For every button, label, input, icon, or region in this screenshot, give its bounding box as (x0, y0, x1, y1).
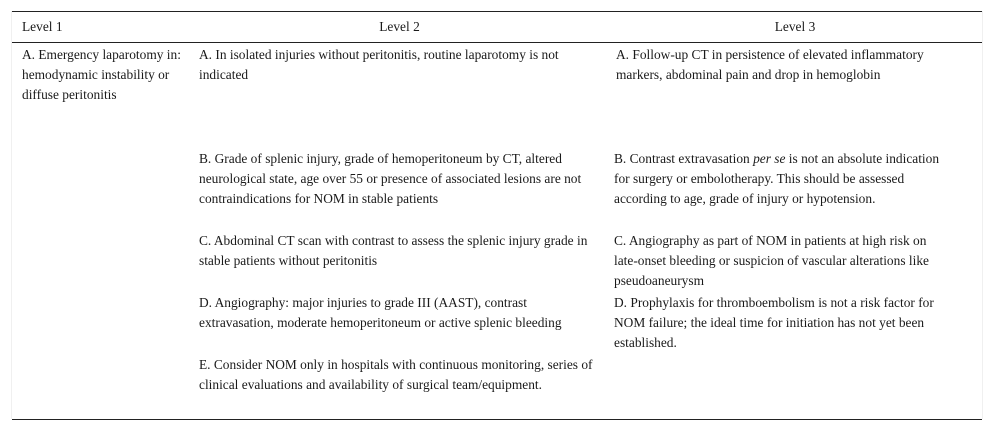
level2-cell-e: E. Consider NOM only in hospitals with continuous monitoring, series of clinical evaluations and availability of surgical team/equipment. (199, 357, 593, 392)
table-row (12, 43, 982, 148)
level2-cell-c: C. Abdominal CT scan with contrast to assess the splenic injury grade in stable patients without peritonitis (199, 233, 588, 268)
level3-cell-empty (608, 355, 982, 420)
level3-cell-b-text-end: is not an absolute indication for surgery or embolotherapy. This should be assessed according to age, grade of injury or hypotension. (614, 151, 940, 206)
recommendations-table-container (11, 11, 983, 419)
level2-cell-d: D. Angiography: major injuries to grade III (AAST), contrast extravasation, moderate hemoperitoneum or active splenic bleeding (199, 295, 562, 330)
level1-cell-a: A. Emergency laparotomy in: hemodynamic instability or diffuse peritonitis (22, 47, 181, 102)
level3-cell-d: D. Prophylaxis for thromboembolism is not a risk factor for NOM failure; the ideal time for initiation has not yet been established. (614, 295, 934, 350)
level3-cell-b (608, 147, 982, 229)
level3-cell-b-text-start: B. Contrast extravasation (614, 151, 754, 166)
header-level-1: Level 1 (22, 19, 63, 34)
level3-cell-c: C. Angiography as part of NOM in patients at high risk on late-onset bleeding or suspicion of vascular alterations like pseudoaneurysm (614, 233, 929, 288)
recommendations-table (12, 11, 982, 420)
header-level-3: Level 3 (774, 19, 816, 34)
table-header-row (12, 12, 982, 43)
header-level-2: Level 2 (379, 19, 420, 34)
level3-cell-b-italic: per se (753, 151, 786, 166)
level3-cell-a: A. Follow-up CT in persistence of elevated inflammatory markers, abdominal pain and drop in hemoglobin (616, 47, 924, 82)
level2-cell-a: A. In isolated injuries without peritonitis, routine laparotomy is not indicated (199, 47, 559, 82)
level2-cell-b: B. Grade of splenic injury, grade of hemoperitoneum by CT, altered neurological state, age over 55 or presence of associated lesions are not contraindications for NOM in stable patients (199, 151, 582, 206)
